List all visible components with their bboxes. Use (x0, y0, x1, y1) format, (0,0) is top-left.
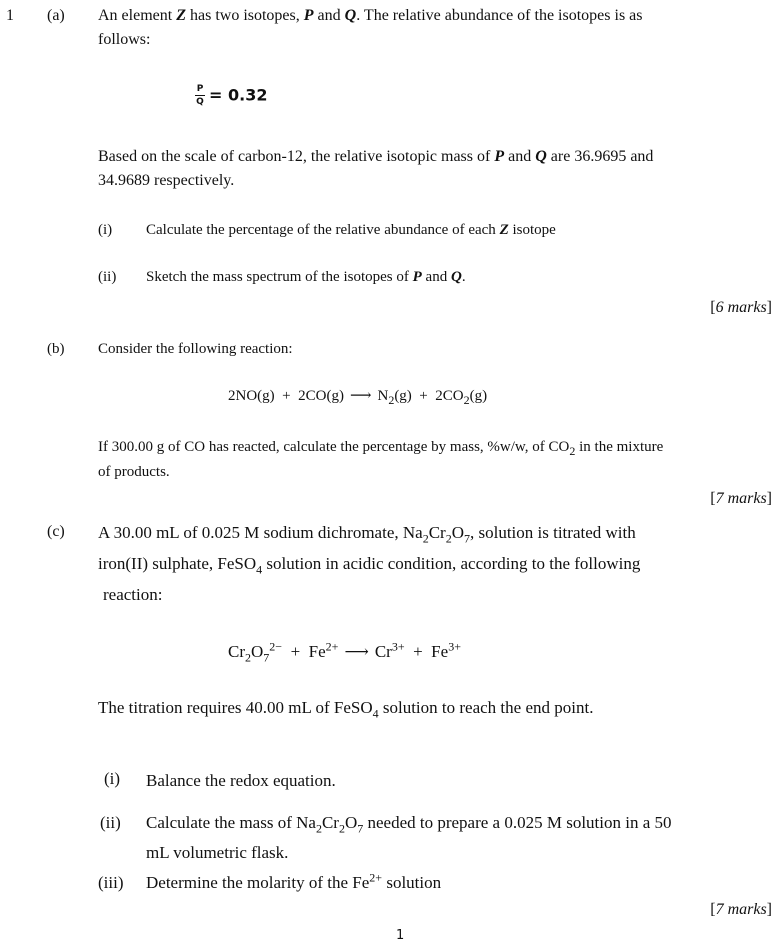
part-b-marks: [7 marks] (710, 490, 772, 507)
part-c-iii-label: (iii) (98, 873, 124, 892)
part-c-ii-line1: Calculate the mass of $Na_2Cr_2O_7$ needed to prepare a 0.025 M solution in a 50 (146, 813, 672, 836)
part-c-line2: iron(II) sulphate, FeSO$_4$ solution in acidic condition, according to the following (98, 554, 641, 577)
page-number: 1 (396, 928, 405, 943)
part-a-marks: [6 marks] (710, 299, 772, 316)
scale-line1: Based on the scale of carbon-12, the relative isotopic mass of P and Q are 36.9695 and (98, 148, 654, 165)
part-a-i-text: Calculate the percentage of the relative abundance of each Z isotope (146, 222, 556, 238)
part-a-i-label: (i) (98, 222, 113, 238)
part-c-line3: reaction: (103, 585, 163, 604)
part-c-ii-line2: mL volumetric flask. (146, 843, 289, 862)
part-b-intro: Consider the following reaction: (98, 341, 293, 357)
ratio-value: = 0.32 (209, 85, 268, 105)
question-number: 1 (6, 7, 14, 24)
part-c-iii-text: Determine the molarity of the $Fe^{2+}$ solution (146, 870, 442, 892)
part-a-intro-line2: follows: (98, 31, 151, 48)
part-a-ii-label: (ii) (98, 269, 117, 285)
part-c-marks: [7 marks] (710, 901, 772, 918)
part-a-label: (a) (47, 7, 65, 24)
ratio-equation (195, 84, 267, 107)
reaction-arrow-c: ⟶ (344, 642, 369, 661)
scale-line2: 34.9689 respectively. (98, 172, 235, 189)
part-c-i-label: (i) (104, 769, 121, 788)
part-b-question-line1: If 300.00 g of CO has reacted, calculate the percentage by mass, %w/w, of $CO_2$ in the mixture (98, 439, 664, 458)
part-c-ii-label: (ii) (100, 813, 121, 832)
part-c-line1: A 30.00 mL of 0.025 M sodium dichromate, $Na_2Cr_2O_7$, solution is titrated with (98, 523, 636, 546)
reaction-equation-c: $Cr_2O_7^{2-} + Fe^{2+}$ ⟶ $Cr^{3+} + Fe^{3+}$ (228, 639, 461, 665)
reaction-equation-b: 2NO(g) + 2CO(g) ⟶ $N_2(g) + 2CO_2(g)$ (228, 388, 488, 407)
reaction-arrow-b: ⟶ (349, 388, 372, 404)
part-c-label: (c) (47, 523, 65, 540)
part-b-question-line2: of products. (98, 464, 170, 480)
titration-line: The titration requires 40.00 mL of FeSO$_4$ solution to reach the end point. (98, 698, 594, 721)
part-a-intro-line1: An element Z has two isotopes, P and Q. The relative abundance of the isotopes is as (98, 7, 643, 24)
part-b-label: (b) (47, 341, 65, 357)
ratio-fraction: $\frac{P}{Q}$ (196, 84, 204, 107)
part-a-ii-text: Sketch the mass spectrum of the isotopes of P and Q. (146, 269, 466, 285)
part-c-i-text: Balance the redox equation. (146, 771, 336, 790)
